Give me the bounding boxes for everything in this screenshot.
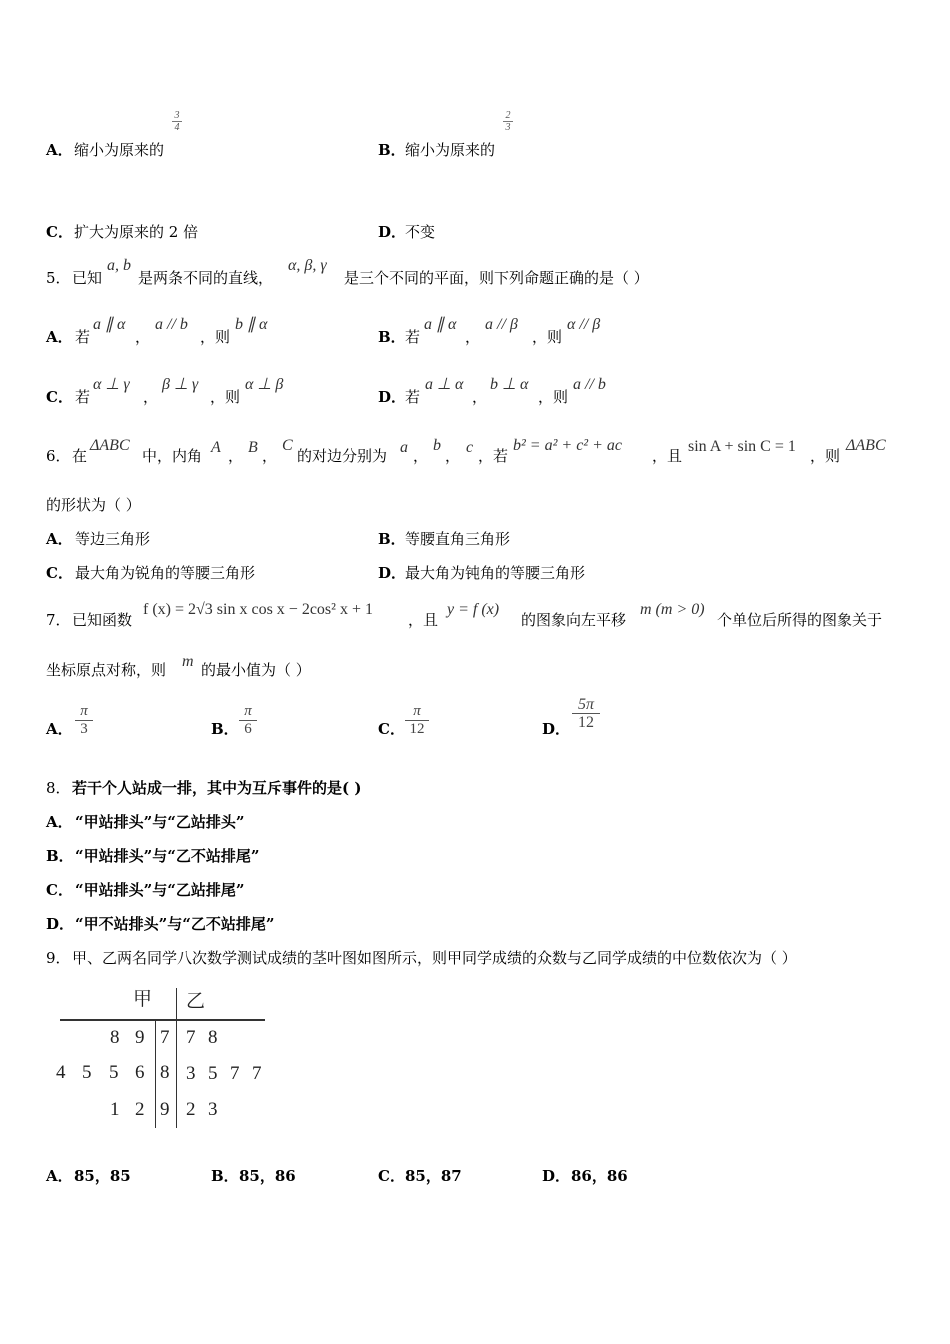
q5-option-letter: B． — [378, 328, 406, 346]
q5-option-text: ，则 — [200, 328, 231, 346]
q6-option-b-text: 等腰直角三角形 — [405, 530, 511, 548]
q8-option-d-text: “甲不站排头”与“乙不站排尾” — [75, 915, 275, 933]
option-a-text: 缩小为原来的 — [74, 141, 165, 159]
q6-math-c: c — [466, 439, 474, 456]
plot-leaf: 5 — [82, 1062, 92, 1083]
plot-stem-line-left — [155, 1020, 156, 1128]
q8-option-c-text: “甲站排头”与“乙站排尾” — [75, 881, 245, 899]
q6-option-c-letter: C． — [46, 564, 73, 582]
q7-option-a-letter: A． — [46, 720, 73, 738]
q6-math-A: A — [211, 439, 221, 456]
q7-shift-m: m (m > 0) — [640, 601, 705, 618]
q7-text-4: 个单位后所得的图象关于 — [717, 611, 883, 629]
q9-option-b-text: 85，86 — [239, 1167, 296, 1185]
q8-option-a-text: “甲站排头”与“乙站排头” — [75, 813, 245, 831]
q9-option-d-letter: D． — [542, 1167, 571, 1185]
q8-option-c-letter: C． — [46, 881, 73, 899]
plot-leaf: 3 — [208, 1099, 218, 1120]
q9-option-a-text: 85，85 — [74, 1167, 131, 1185]
q6-text-3: 的对边分别为 — [297, 447, 388, 465]
q6-comma: ， — [228, 447, 244, 465]
plot-leaf: 5 — [208, 1063, 218, 1084]
q5-option-text: 若 — [405, 328, 421, 346]
plot-header-yi: 乙 — [186, 991, 206, 1012]
q6-text-4: ，若 — [478, 447, 509, 465]
plot-leaf: 8 — [208, 1027, 218, 1048]
q5-option-math: a ∥ α — [424, 316, 457, 333]
plot-stem: 9 — [160, 1099, 170, 1120]
q6-math-C: C — [282, 437, 293, 454]
q6-number: 6． — [46, 447, 71, 465]
q5-math-ab: a, b — [107, 257, 131, 274]
q5-option-comma: ， — [472, 388, 488, 406]
q7-option-b-letter: B． — [211, 720, 239, 738]
q7-option-c-fraction: $\frac{\pi}{12}$ — [405, 703, 429, 738]
q9-option-c-text: 85，87 — [405, 1167, 462, 1185]
q7-text-1: 已知函数 — [72, 611, 133, 629]
q8-option-b-letter: B． — [46, 847, 74, 865]
q5-option-text: ，则 — [538, 388, 569, 406]
q5-text-3: 是三个不同的平面，则下列命题正确的是（ ） — [344, 269, 649, 287]
plot-stem-line-right — [176, 988, 177, 1128]
q9-option-a-letter: A． — [46, 1167, 73, 1185]
q6-text-2: 中，内角 — [142, 447, 203, 465]
q5-option-math: α // β — [567, 316, 601, 333]
plot-leaf: 2 — [186, 1099, 196, 1120]
plot-leaf: 3 — [186, 1063, 196, 1084]
q5-number: 5． — [46, 269, 71, 287]
q6-math-b: b — [433, 437, 441, 454]
plot-leaf: 2 — [135, 1099, 145, 1120]
q6-comma: ， — [262, 447, 278, 465]
q5-option-math: a // b — [573, 376, 606, 393]
option-d-text: 不变 — [405, 223, 436, 241]
q6-option-c-text: 最大角为锐角的等腰三角形 — [75, 564, 256, 582]
option-b-text: 缩小为原来的 — [405, 141, 496, 159]
plot-stem: 7 — [160, 1027, 170, 1048]
q6-math-B: B — [248, 439, 258, 456]
q9-option-d-text: 86，86 — [571, 1167, 628, 1185]
q5-option-comma: ， — [143, 388, 159, 406]
q8-option-d-letter: D． — [46, 915, 75, 933]
q6-option-d-letter: D． — [378, 564, 407, 582]
q6-math-triangle: ΔABC — [90, 437, 130, 454]
plot-leaf: 9 — [135, 1027, 145, 1048]
q7-function-y: y = f (x) — [447, 601, 500, 618]
q6-comma: ， — [445, 447, 461, 465]
q6-math-triangle-2: ΔABC — [846, 437, 886, 454]
plot-header-rule — [60, 1019, 265, 1021]
q8-number: 8． — [46, 779, 71, 797]
q6-math-a: a — [400, 439, 408, 456]
option-b-letter: B． — [378, 141, 406, 159]
plot-leaf: 1 — [110, 1099, 120, 1120]
plot-leaf: 7 — [252, 1063, 262, 1084]
q7-function: f (x) = 2√3 sin x cos x − 2cos² x + 1 — [143, 601, 373, 618]
q5-option-math: a // β — [485, 316, 518, 333]
q8-option-a-letter: A． — [46, 813, 73, 831]
q6-text-1: 在 — [72, 447, 88, 465]
q7-option-d-letter: D． — [542, 720, 571, 738]
plot-leaf: 7 — [230, 1063, 240, 1084]
q6-equation-2: sin A + sin C = 1 — [688, 438, 796, 455]
q5-math-planes: α, β, γ — [288, 257, 327, 274]
q6-option-a-text: 等边三角形 — [75, 530, 151, 548]
q7-text-3: 的图象向左平移 — [521, 611, 627, 629]
q9-option-b-letter: B． — [211, 1167, 239, 1185]
q6-option-b-letter: B． — [378, 530, 406, 548]
q5-option-text: ，则 — [532, 328, 563, 346]
q6-comma: ， — [413, 447, 429, 465]
q8-option-b-text: “甲站排头”与“乙不站排尾” — [75, 847, 260, 865]
plot-stem: 8 — [160, 1062, 170, 1083]
q7-line-2a: 坐标原点对称，则 — [46, 661, 167, 679]
q9-text: 甲、乙两名同学八次数学测试成绩的茎叶图如图所示，则甲同学成绩的众数与乙同学成绩的中位数依次为（ ） — [72, 949, 797, 967]
q5-option-letter: A． — [46, 328, 73, 346]
option-a-letter: A． — [46, 141, 73, 159]
option-a-fraction: 3 4 — [172, 110, 182, 133]
q5-option-math: β ⊥ γ — [162, 376, 199, 393]
option-d-letter: D． — [378, 223, 407, 241]
q6-line-2: 的形状为（ ） — [46, 496, 141, 514]
plot-leaf: 5 — [109, 1062, 119, 1083]
q5-option-math: α ⊥ γ — [93, 376, 130, 393]
q5-option-math: a ⊥ α — [425, 376, 464, 393]
q5-option-text: 若 — [405, 388, 421, 406]
q5-option-comma: ， — [465, 328, 481, 346]
q7-option-d-fraction: $\frac{5\pi}{12}$ — [572, 696, 600, 731]
q5-option-text: ，则 — [210, 388, 241, 406]
q9-number: 9． — [46, 949, 71, 967]
q5-option-text: 若 — [75, 328, 91, 346]
q8-text: 若干个人站成一排，其中为互斥事件的是( ) — [72, 779, 362, 797]
plot-leaf: 7 — [186, 1027, 196, 1048]
plot-header-jia: 甲 — [133, 989, 153, 1010]
q5-option-comma: ， — [135, 328, 151, 346]
q7-number: 7． — [46, 611, 71, 629]
q7-option-b-fraction: $\frac{\pi}{6}$ — [239, 703, 257, 738]
q5-option-math: b ⊥ α — [490, 376, 529, 393]
q5-option-math: α ⊥ β — [245, 376, 284, 393]
q6-text-6: ，则 — [810, 447, 841, 465]
plot-leaf: 8 — [110, 1027, 120, 1048]
q6-option-a-letter: A． — [46, 530, 73, 548]
q5-text-1: 已知 — [72, 269, 103, 287]
q6-text-5: ，且 — [652, 447, 683, 465]
option-b-fraction: 2 3 — [503, 110, 513, 133]
option-c-text: 扩大为原来的 2 倍 — [74, 223, 199, 241]
q5-option-math: a // b — [155, 316, 188, 333]
q7-text-2: ，且 — [408, 611, 439, 629]
q6-equation: b² = a² + c² + ac — [513, 437, 622, 454]
plot-leaf: 4 — [56, 1062, 66, 1083]
q9-option-c-letter: C． — [378, 1167, 405, 1185]
q5-text-2: 是两条不同的直线， — [138, 269, 274, 287]
q5-option-letter: C． — [46, 388, 73, 406]
q6-option-d-text: 最大角为钝角的等腰三角形 — [405, 564, 586, 582]
q7-math-m: m — [182, 653, 194, 670]
q5-option-math: b ∥ α — [235, 316, 268, 333]
q5-option-math: a ∥ α — [93, 316, 126, 333]
q7-option-c-letter: C． — [378, 720, 405, 738]
q7-option-a-fraction: $\frac{\pi}{3}$ — [75, 703, 93, 738]
plot-leaf: 6 — [135, 1062, 145, 1083]
q7-line-2b: 的最小值为（ ） — [201, 661, 311, 679]
q5-option-text: 若 — [75, 388, 91, 406]
q5-option-letter: D． — [378, 388, 407, 406]
option-c-letter: C． — [46, 223, 73, 241]
